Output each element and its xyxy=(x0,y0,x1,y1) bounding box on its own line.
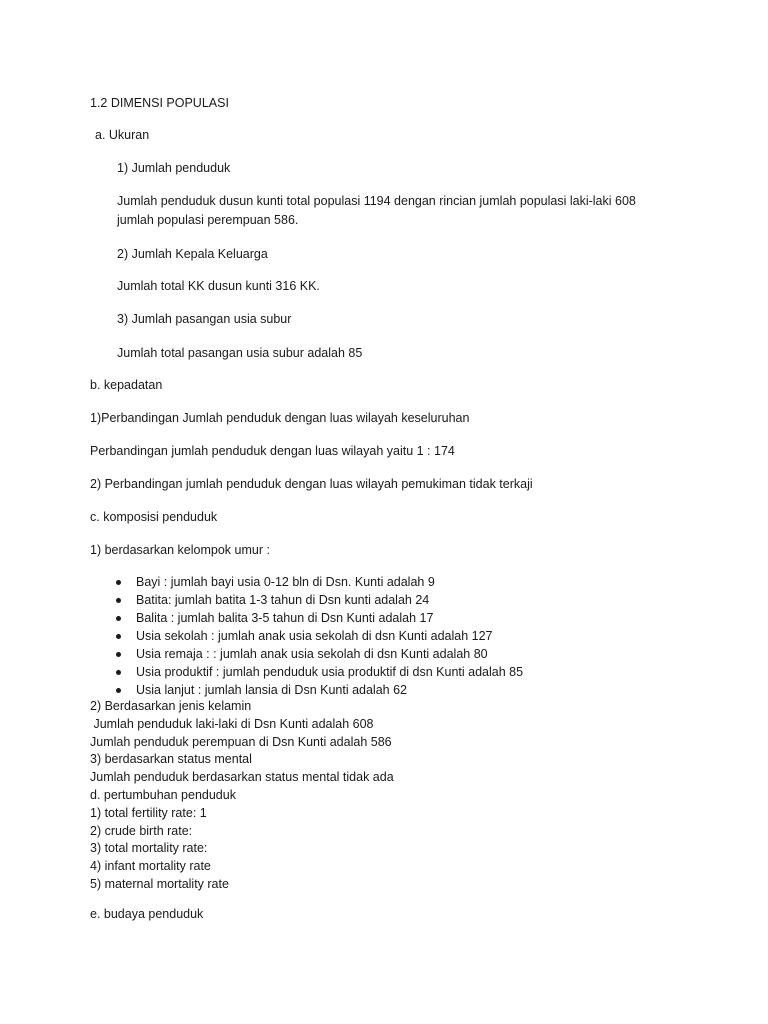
section-a-item2-text: Jumlah total KK dusun kunti 316 KK. xyxy=(117,279,320,293)
section-a-item3-text: Jumlah total pasangan usia subur adalah 85 xyxy=(117,346,363,360)
bullet-icon xyxy=(116,580,121,585)
list-item xyxy=(112,663,523,681)
section-e-title: e. budaya penduduk xyxy=(90,907,204,921)
bullet-text: Bayi : jumlah bayi usia 0-12 bln di Dsn. Kunti adalah 9 xyxy=(136,575,435,589)
bullet-text: Usia sekolah : jumlah anak usia sekolah di dsn Kunti adalah 127 xyxy=(136,629,493,643)
section-a-item2-title: 2) Jumlah Kepala Keluarga xyxy=(117,247,268,261)
list-item xyxy=(112,591,523,609)
bullet-text: Usia lanjut : jumlah lansia di Dsn Kunti adalah 62 xyxy=(136,683,407,697)
section-c-title: c. komposisi penduduk xyxy=(90,510,218,524)
section-a-item3-title: 3) Jumlah pasangan usia subur xyxy=(117,312,292,326)
bullet-text: Batita: jumlah batita 1-3 tahun di Dsn kunti adalah 24 xyxy=(136,593,430,607)
bullet-text: Usia remaja : : jumlah anak usia sekolah di dsn Kunti adalah 80 xyxy=(136,647,488,661)
compact-text-block xyxy=(90,698,394,894)
list-item xyxy=(112,609,523,627)
section-c-item1-title: 1) berdasarkan kelompok umur : xyxy=(90,543,270,557)
section-a-item1-title: 1) Jumlah penduduk xyxy=(117,161,231,175)
age-group-bullet-list xyxy=(112,573,523,699)
bullet-icon xyxy=(116,652,121,657)
section-d-item-3: 3) total mortality rate: xyxy=(90,841,208,856)
section-d-item-1: 1) total fertility rate: 1 xyxy=(90,805,207,820)
list-item xyxy=(112,627,523,645)
bullet-text: Usia produktif : jumlah penduduk usia produktif di dsn Kunti adalah 85 xyxy=(136,665,524,679)
section-c-item2-text1: Jumlah penduduk laki-laki di Dsn Kunti adalah 608 xyxy=(90,716,374,731)
section-a-title: a. Ukuran xyxy=(95,128,150,142)
bullet-text: Balita : jumlah balita 3-5 tahun di Dsn Kunti adalah 17 xyxy=(136,611,434,625)
bullet-icon xyxy=(116,598,121,603)
section-b-item1-text: Perbandingan jumlah penduduk dengan luas wilayah yaitu 1 : 174 xyxy=(90,444,455,458)
bullet-icon xyxy=(116,634,121,639)
bullet-icon xyxy=(116,670,121,675)
section-c-item3-title: 3) berdasarkan status mental xyxy=(90,752,252,767)
section-b-item2-title: 2) Perbandingan jumlah penduduk dengan luas wilayah pemukiman tidak terkaji xyxy=(90,477,533,491)
bullet-icon xyxy=(116,616,121,621)
section-c-item2-text2: Jumlah penduduk perempuan di Dsn Kunti adalah 586 xyxy=(90,734,392,749)
section-d-item-5: 5) maternal mortality rate xyxy=(90,876,229,891)
list-item xyxy=(112,573,523,591)
section-c-item3-text: Jumlah penduduk berdasarkan status mental tidak ada xyxy=(90,770,394,785)
section-d-title: d. pertumbuhan penduduk xyxy=(90,787,236,802)
list-item xyxy=(112,645,523,663)
bullet-icon xyxy=(116,688,121,693)
section-b-item1-title: 1)Perbandingan Jumlah penduduk dengan luas wilayah keseluruhan xyxy=(90,411,470,425)
list-item xyxy=(112,681,523,699)
section-d-item-2: 2) crude birth rate: xyxy=(90,823,193,838)
section-a-item1-text-line2: jumlah populasi perempuan 586. xyxy=(117,213,299,227)
section-b-title: b. kepadatan xyxy=(90,378,163,392)
section-d-item-4: 4) infant mortality rate xyxy=(90,859,211,874)
document-heading: 1.2 DIMENSI POPULASI xyxy=(90,96,229,110)
section-c-item2-title: 2) Berdasarkan jenis kelamin xyxy=(90,699,252,713)
section-a-item1-text-line1: Jumlah penduduk dusun kunti total populasi 1194 dengan rincian jumlah populasi laki-laki 608 xyxy=(117,194,636,208)
